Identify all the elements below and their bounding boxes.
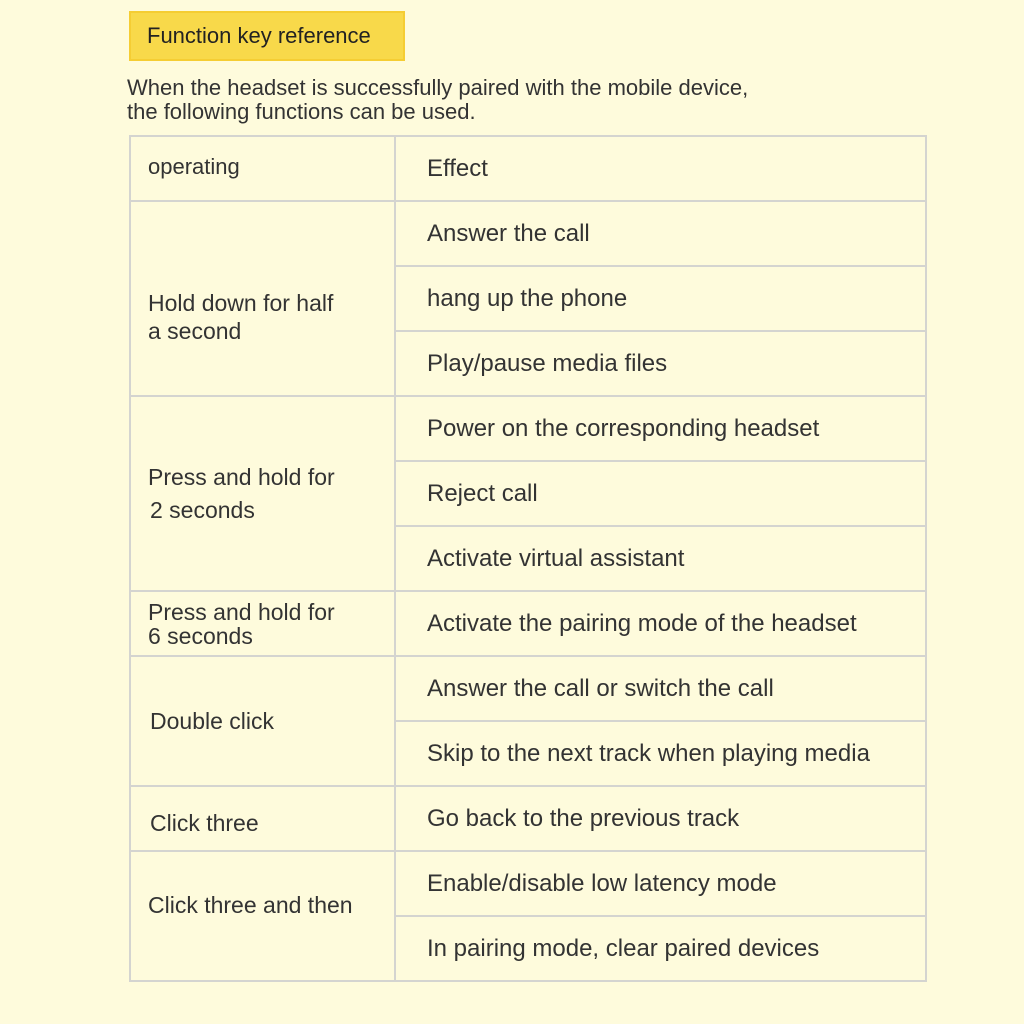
operation-line: Press and hold for bbox=[148, 463, 335, 490]
column-header-operating: operating bbox=[130, 136, 395, 201]
table-row bbox=[130, 201, 926, 266]
table-header-row bbox=[130, 136, 926, 201]
effect-cell: Activate virtual assistant bbox=[395, 526, 926, 591]
operation-line: a second bbox=[148, 317, 242, 344]
operation-cell bbox=[130, 396, 395, 591]
table-row bbox=[130, 656, 926, 721]
operation-line: 6 seconds bbox=[148, 622, 253, 649]
effect-cell: hang up the phone bbox=[395, 266, 926, 331]
operation-cell bbox=[130, 656, 395, 786]
operation-line: Double click bbox=[150, 708, 274, 734]
effect-cell: Power on the corresponding headset bbox=[395, 396, 926, 461]
table-row bbox=[130, 396, 926, 461]
intro-text bbox=[127, 76, 927, 124]
effect-cell: Reject call bbox=[395, 461, 926, 526]
effect-cell: In pairing mode, clear paired devices bbox=[395, 916, 926, 981]
effect-cell: Answer the call or switch the call bbox=[395, 656, 926, 721]
column-header-effect: Effect bbox=[395, 136, 926, 201]
operation-cell bbox=[130, 786, 395, 851]
table-row bbox=[130, 851, 926, 916]
operation-line: Click three and then bbox=[148, 892, 353, 918]
section-title: Function key reference bbox=[147, 23, 371, 48]
operation-cell bbox=[130, 201, 395, 396]
function-key-table bbox=[129, 135, 927, 982]
operation-cell bbox=[130, 591, 395, 656]
effect-cell: Skip to the next track when playing media bbox=[395, 721, 926, 786]
operation-line: Hold down for half bbox=[148, 289, 334, 316]
effect-cell: Go back to the previous track bbox=[395, 786, 926, 851]
operation-line: Click three bbox=[150, 809, 259, 836]
intro-line-2: the following functions can be used. bbox=[127, 99, 476, 124]
operation-line: 2 seconds bbox=[150, 496, 255, 523]
operation-line: Press and hold for bbox=[148, 598, 335, 625]
table-row bbox=[130, 591, 926, 656]
effect-cell: Activate the pairing mode of the headset bbox=[395, 591, 926, 656]
section-title-badge bbox=[129, 11, 405, 61]
effect-cell: Play/pause media files bbox=[395, 331, 926, 396]
effect-cell: Enable/disable low latency mode bbox=[395, 851, 926, 916]
effect-cell: Answer the call bbox=[395, 201, 926, 266]
intro-line-1: When the headset is successfully paired with the mobile device, bbox=[127, 75, 749, 100]
operation-cell bbox=[130, 851, 395, 981]
table-row bbox=[130, 786, 926, 851]
